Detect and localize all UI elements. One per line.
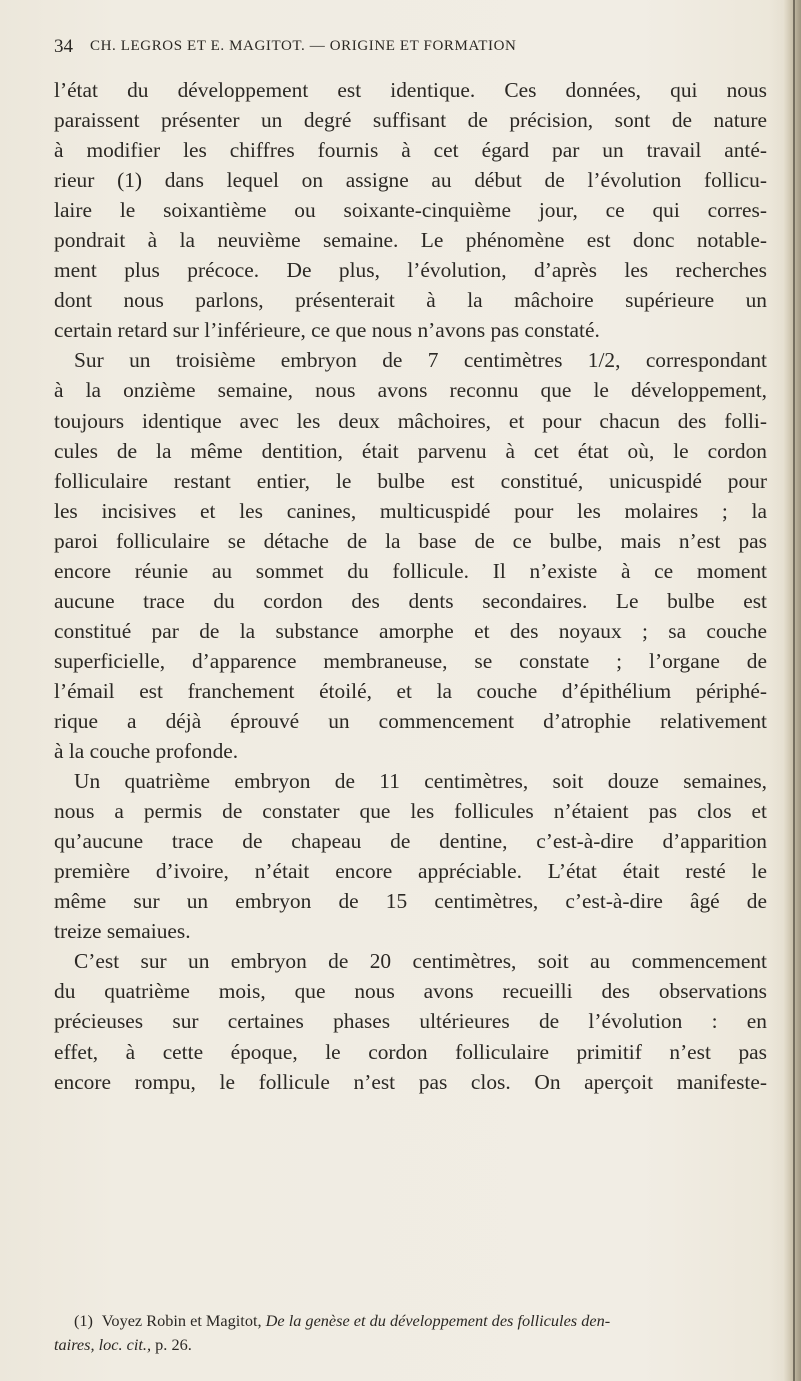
footnote-authors: Voyez Robin et Magitot, — [101, 1311, 262, 1330]
text-line: cules de la même dentition, était parvenu à cet état où, le cordon — [54, 438, 767, 463]
text-line: à modifier les chiffres fournis à cet égard par un travail anté- — [54, 138, 767, 163]
text-line: certain retard sur l’inférieure, ce que nous n’avons pas constaté. — [54, 318, 600, 343]
text-line: Un quatrième embryon de 11 centimètres, soit douze semaines, — [74, 769, 767, 794]
footnote-line — [54, 1309, 767, 1333]
footnote-line — [54, 1333, 767, 1357]
text-line: dont nous parlons, présenterait à la mâchoire supérieure un — [54, 288, 767, 313]
footnote-page-reference: p. 26. — [155, 1334, 192, 1354]
page-edge-shadow — [783, 0, 801, 1381]
footnote-title-continued: taires, loc. cit., — [54, 1334, 152, 1354]
text-line: treize semaiues. — [54, 919, 191, 944]
text-line: ment plus précoce. De plus, l’évolution, d’après les recherches — [54, 258, 767, 283]
text-line: à la couche profonde. — [54, 739, 239, 764]
text-line: même sur un embryon de 15 centimètres, c’est-à-dire âgé de — [54, 889, 767, 914]
text-line: C’est sur un embryon de 20 centimètres, soit au commencement — [74, 949, 767, 974]
text-line: rieur (1) dans lequel on assigne au début de l’évolution follicu- — [54, 168, 767, 193]
text-line: Sur un troisième embryon de 7 centimètres 1/2, correspondant — [74, 348, 767, 373]
text-line: précieuses sur certaines phases ultérieures de l’évolution : en — [54, 1009, 767, 1034]
text-line: aucune trace du cordon des dents secondaires. Le bulbe est — [54, 588, 767, 613]
text-line: nous a permis de constater que les follicules n’étaient pas clos et — [54, 799, 767, 824]
text-line: l’état du développement est identique. Ces données, qui nous — [54, 78, 767, 102]
text-line: laire le soixantième ou soixante-cinquième jour, ce qui corres- — [54, 198, 767, 223]
text-line: toujours identique avec les deux mâchoires, et pour chacun des folli- — [54, 408, 767, 433]
footnote-marker: (1) — [74, 1311, 93, 1330]
text-line: encore rompu, le follicule n’est pas clos. On aperçoit manifeste- — [54, 1069, 767, 1094]
page-number: 34 — [54, 36, 73, 57]
text-line: l’émail est franchement étoilé, et la couche d’épithélium périphé- — [54, 678, 767, 703]
text-line: superficielle, d’apparence membraneuse, se constate ; l’organe de — [54, 648, 767, 673]
text-line: pondrait à la neuvième semaine. Le phénomène est donc notable- — [54, 228, 767, 253]
text-line: effet, à cette époque, le cordon folliculaire primitif n’est pas — [54, 1039, 767, 1064]
text-line: folliculaire restant entier, le bulbe est constitué, unicuspidé pour — [54, 468, 767, 493]
text-line: première d’ivoire, n’était encore appréciable. L’état était resté le — [54, 859, 767, 884]
body-text — [54, 75, 767, 1097]
footnote — [54, 1309, 767, 1356]
footnote-title: De la genèse et du développement des follicules den- — [265, 1311, 611, 1330]
text-line: qu’aucune trace de chapeau de dentine, c’est-à-dire d’apparition — [54, 829, 767, 854]
text-line: du quatrième mois, que nous avons recueilli des observations — [54, 979, 767, 1004]
text-line: à la onzième semaine, nous avons reconnu que le développement, — [54, 378, 767, 403]
running-head — [54, 36, 774, 64]
text-line: paroi folliculaire se détache de la base de ce bulbe, mais n’est pas — [54, 528, 767, 553]
text-line: encore réunie au sommet du follicule. Il n’existe à ce moment — [54, 558, 767, 583]
running-head-title: CH. LEGROS ET E. MAGITOT. — ORIGINE ET FORMATION — [90, 38, 517, 54]
text-line: paraissent présenter un degré suffisant de précision, sont de nature — [54, 108, 767, 133]
text-line: les incisives et les canines, multicuspidé pour les molaires ; la — [54, 498, 767, 523]
page-edge-line — [793, 0, 795, 1381]
text-line: rique a déjà éprouvé un commencement d’atrophie relativement — [54, 708, 767, 733]
text-line: constitué par de la substance amorphe et des noyaux ; sa couche — [54, 618, 767, 643]
